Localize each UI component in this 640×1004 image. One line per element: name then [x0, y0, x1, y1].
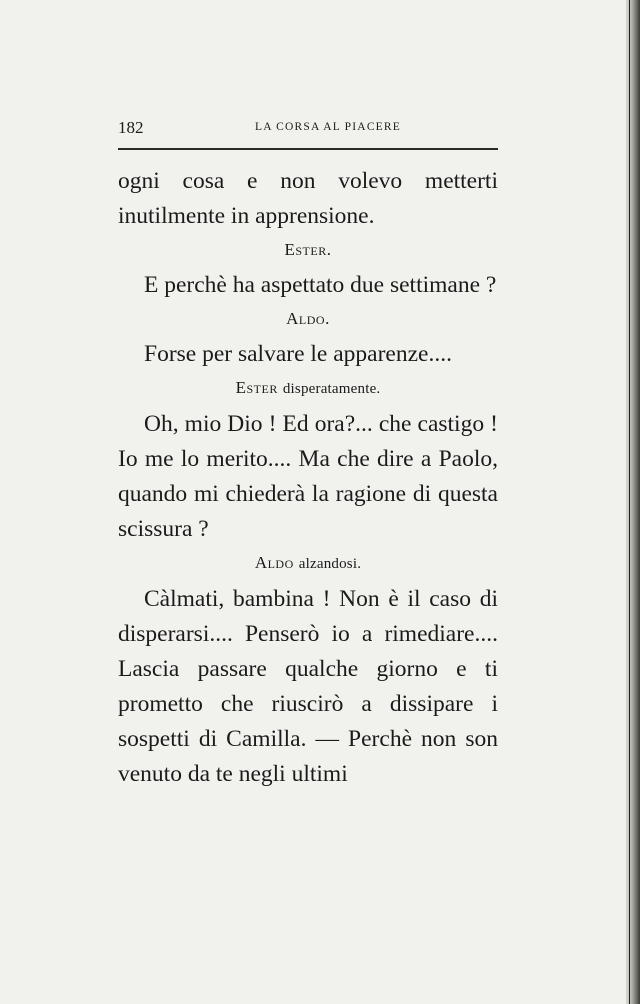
- paragraph-3: Forse per salvare le apparenze....: [144, 341, 452, 367]
- page-edge: [626, 0, 640, 1004]
- paragraph-4: Oh, mio Dio ! Ed ora?... che castigo ! Io me lo merito.... Ma che dire a Paolo, quando mi chiederà la ragione di questa scissura ?: [118, 411, 498, 542]
- speaker-name: Aldo: [254, 553, 294, 572]
- stage-direction: disperatamente.: [282, 381, 381, 397]
- speaker-aldo-2: [118, 551, 498, 576]
- speaker-name: Ester: [235, 378, 278, 397]
- stage-direction: alzandosi.: [298, 556, 362, 572]
- speaker-ester-1: [118, 238, 498, 262]
- paragraph-5: Càlmati, bambina ! Non è il caso di disperarsi.... Penserò io a rimediare.... Lascia passare qualche giorno e ti prometto che riuscirò a dissipare i sospetti di Camilla. — Perchè non son venuto da te negli ultimi: [118, 586, 498, 787]
- page-content: [118, 118, 498, 792]
- page-header: [118, 118, 498, 142]
- speaker-name: Aldo.: [286, 309, 330, 328]
- paragraph-1: ogni cosa e non volevo metterti inutilmente in apprensione.: [118, 168, 498, 229]
- header-rule: [118, 148, 498, 150]
- speaker-ester-2: [118, 376, 498, 401]
- running-title: LA CORSA AL PIACERE: [254, 121, 402, 133]
- speaker-aldo-1: [118, 307, 498, 331]
- paragraph-2: E perchè ha aspettato due settimane ?: [144, 272, 497, 298]
- page-number: 182: [118, 118, 144, 137]
- speaker-name: Ester.: [284, 240, 332, 259]
